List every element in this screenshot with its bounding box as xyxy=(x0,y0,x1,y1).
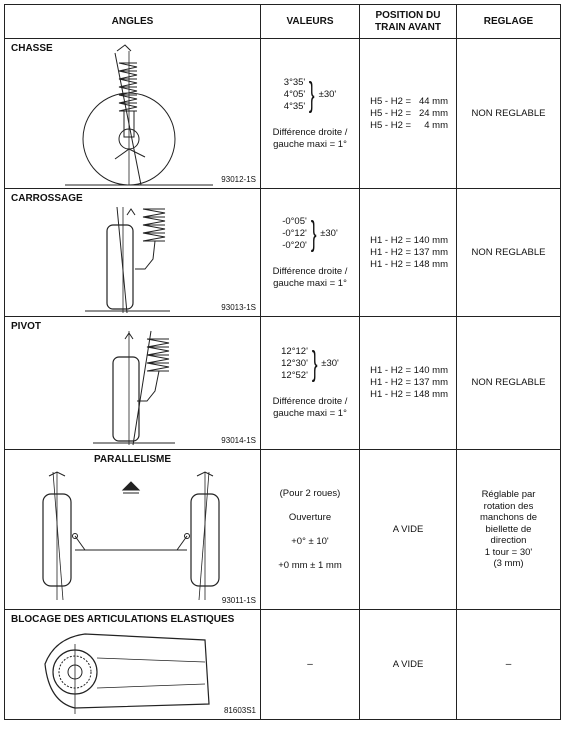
carrossage-angle-nom: -0°12' xyxy=(282,227,307,239)
header-position-line2: TRAIN AVANT xyxy=(375,21,441,33)
bushing-diagram-icon xyxy=(5,610,261,720)
pivot-diff-line1: Différence droite / xyxy=(272,396,348,407)
header-angles: ANGLES xyxy=(5,5,261,39)
kingpin-diagram-icon xyxy=(5,317,261,450)
blocage-reglage: – xyxy=(457,610,561,720)
caster-diagram-icon xyxy=(5,39,261,189)
parallelisme-title: PARALLELISME xyxy=(93,454,172,465)
parallelisme-value-2: Ouverture xyxy=(288,511,332,523)
row-blocage xyxy=(5,610,561,720)
chasse-angle-min: 3°35' xyxy=(283,76,306,88)
parallelisme-reglage-5: direction xyxy=(490,535,527,547)
chasse-position-2: H5 - H2 = 24 mm xyxy=(370,107,448,119)
chasse-reglage: NON REGLABLE xyxy=(457,39,561,189)
carrossage-diff-line1: Différence droite / xyxy=(272,265,348,277)
blocage-position: A VIDE xyxy=(360,610,457,720)
pivot-position-2: H1 - H2 = 137 mm xyxy=(370,377,448,388)
carrossage-angle-min: -0°05' xyxy=(282,215,307,227)
row-chasse xyxy=(5,39,561,189)
alignment-spec-table xyxy=(4,4,561,720)
carrossage-figure-cell xyxy=(5,189,261,317)
blocage-title: BLOCAGE DES ARTICULATIONS ELASTIQUES xyxy=(11,614,235,625)
parallelisme-value-3: +0° ± 10' xyxy=(291,535,329,547)
pivot-reglage: NON REGLABLE xyxy=(457,317,561,450)
pivot-position xyxy=(360,317,457,450)
parallelisme-position: A VIDE xyxy=(360,450,457,610)
pivot-position-3: H1 - H2 = 148 mm xyxy=(370,389,448,400)
pivot-title: PIVOT xyxy=(11,321,42,332)
pivot-position-1: H1 - H2 = 140 mm xyxy=(370,365,448,376)
toe-diagram-icon xyxy=(5,450,261,610)
brace-icon: } xyxy=(310,214,317,253)
parallelisme-figure-cell xyxy=(5,450,261,610)
carrossage-title: CARROSSAGE xyxy=(11,193,83,204)
row-carrossage xyxy=(5,189,561,317)
carrossage-position-2: H1 - H2 = 137 mm xyxy=(370,246,448,258)
brace-icon: } xyxy=(311,345,318,383)
parallelisme-value-1: (Pour 2 roues) xyxy=(279,487,341,499)
carrossage-position xyxy=(360,189,457,317)
parallelisme-reglage-6: 1 tour = 30' xyxy=(484,546,533,558)
brace-icon: } xyxy=(309,75,315,114)
chasse-position-1: H5 - H2 = 44 mm xyxy=(370,95,448,107)
carrossage-values xyxy=(261,189,360,317)
carrossage-tolerance: ±30' xyxy=(320,227,338,239)
pivot-angle-nom: 12°30' xyxy=(281,358,308,369)
parallelisme-figure-code: 93011-1S xyxy=(221,596,256,605)
header-position-line1: POSITION DU xyxy=(375,9,441,21)
camber-diagram-icon xyxy=(5,189,261,317)
chasse-angle-max: 4°35' xyxy=(283,100,306,112)
pivot-values xyxy=(261,317,360,450)
pivot-diff-line2: gauche maxi = 1° xyxy=(273,408,347,419)
chasse-position xyxy=(360,39,457,189)
header-position xyxy=(360,5,457,39)
carrossage-angle-max: -0°20' xyxy=(282,239,307,251)
chasse-title: CHASSE xyxy=(11,43,53,54)
blocage-values: – xyxy=(261,610,360,720)
chasse-diff-line2: gauche maxi = 1° xyxy=(273,138,347,150)
pivot-figure-cell xyxy=(5,317,261,450)
parallelisme-reglage xyxy=(457,450,561,610)
chasse-tolerance: ±30' xyxy=(318,88,337,100)
header-reglage: REGLAGE xyxy=(457,5,561,39)
chasse-values xyxy=(261,39,360,189)
pivot-angle-min: 12°12' xyxy=(281,346,308,357)
header-row xyxy=(5,5,561,39)
parallelisme-reglage-3: manchons de xyxy=(479,512,538,524)
header-valeurs: VALEURS xyxy=(261,5,360,39)
carrossage-reglage: NON REGLABLE xyxy=(457,189,561,317)
parallelisme-reglage-1: Réglable par xyxy=(481,489,536,501)
chasse-position-3: H5 - H2 = 4 mm xyxy=(370,119,448,131)
carrossage-diff-line2: gauche maxi = 1° xyxy=(273,277,347,289)
row-parallelisme xyxy=(5,450,561,610)
chasse-diff-line1: Différence droite / xyxy=(272,126,348,138)
carrossage-position-1: H1 - H2 = 140 mm xyxy=(370,234,448,246)
parallelisme-reglage-7: (3 mm) xyxy=(493,558,524,570)
parallelisme-reglage-2: rotation des xyxy=(483,500,534,512)
row-pivot xyxy=(5,317,561,450)
chasse-angle-nom: 4°05' xyxy=(283,88,306,100)
carrossage-position-3: H1 - H2 = 148 mm xyxy=(370,258,448,270)
pivot-tolerance: ±30' xyxy=(321,358,339,369)
parallelisme-reglage-4: biellette de xyxy=(485,523,532,535)
chasse-figure-cell xyxy=(5,39,261,189)
blocage-figure-cell xyxy=(5,610,261,720)
pivot-angle-max: 12°52' xyxy=(281,370,308,381)
chasse-figure-code: 93012-1S xyxy=(221,175,256,184)
parallelisme-value-4: +0 mm ± 1 mm xyxy=(278,559,342,571)
parallelisme-values xyxy=(261,450,360,610)
carrossage-figure-code: 93013-1S xyxy=(221,303,256,312)
pivot-figure-code: 93014-1S xyxy=(221,436,256,445)
blocage-figure-code: 81603S1 xyxy=(223,706,256,715)
